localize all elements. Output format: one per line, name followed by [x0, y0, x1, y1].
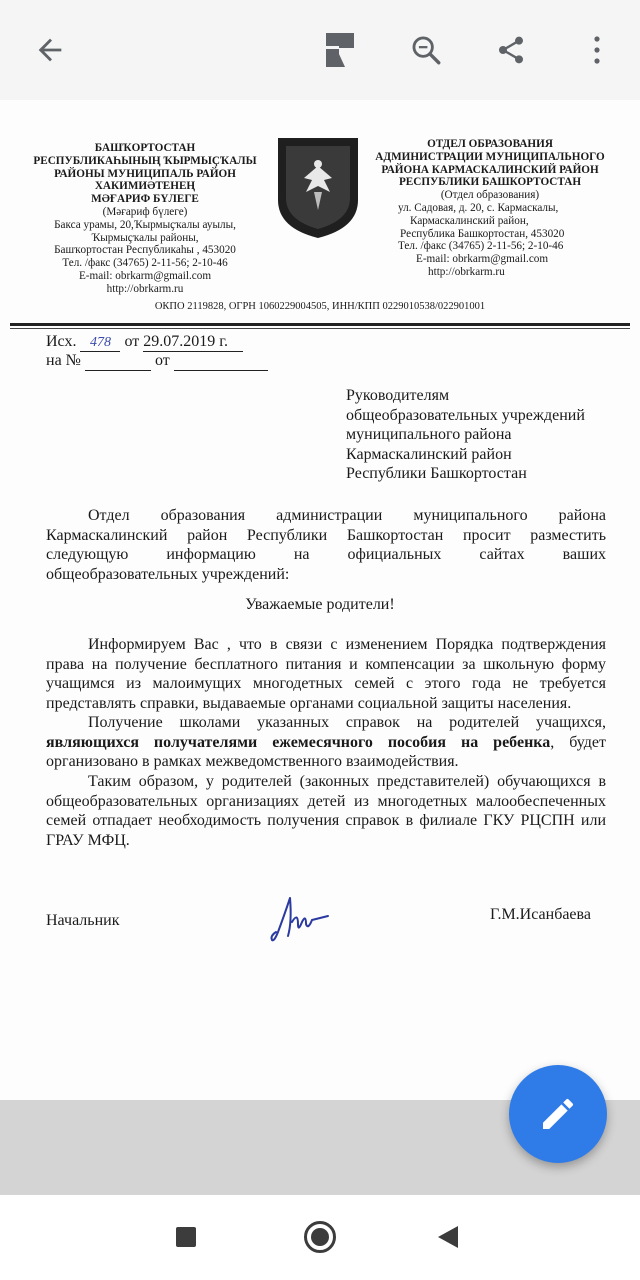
outgoing-from-label: от	[124, 333, 140, 350]
addressee-block	[346, 386, 585, 484]
letterhead-line: РЕСПУБЛИКАҺЫНЫҢ ҠЫРМЫҪҠАЛЫ	[33, 154, 257, 167]
intro-paragraph	[46, 506, 606, 584]
paragraph-2-text-end: , будет организовано в рамках межведомственного взаимодействия.	[46, 733, 606, 770]
incoming-reference	[46, 352, 268, 371]
letterhead-divider	[10, 323, 630, 326]
arrow-left-icon	[33, 33, 67, 67]
coat-of-arms-icon	[276, 136, 360, 240]
addressee-line: муниципального района	[346, 426, 512, 443]
home-button[interactable]	[298, 1215, 342, 1259]
letterhead-divider-thin	[10, 328, 630, 329]
intro-line: следующую информацию на официальных сайтах ваших	[46, 546, 606, 563]
paragraph-2-bold: являющихся получателями ежемесячного пособия на ребенка	[46, 733, 551, 751]
letterhead-line: РЕСПУБЛИКИ БАШКОРТОСТАН	[398, 176, 582, 189]
addressee-line: общеобразовательных учреждений	[346, 406, 585, 424]
letterhead-right-bold	[360, 138, 620, 189]
greeting: Уважаемые родители!	[245, 596, 395, 613]
zoom-search-icon	[409, 33, 443, 67]
share-icon	[495, 34, 527, 66]
letterhead-line: Кармаскалинский район,	[410, 214, 529, 227]
document-pdf-icon	[325, 32, 355, 68]
paragraph-3: Таким образом, у родителей (законных представителей) обучающихся в общеобразовательных организациях детей из многодетных малообеспеченных семей отпадает необходимость получения справок в филиале ГКУ РЦСПН или ГРАУ МФЦ.	[46, 773, 606, 849]
letterhead-line: (Отдел образования)	[440, 189, 540, 202]
letterhead-line: Тел. /факс (34765) 2-11-56; 2-10-46	[398, 240, 564, 253]
letterhead-line: РАЙОНЫ МУНИЦИПАЛЬ РАЙОН	[54, 167, 236, 180]
signatory-role: Начальник	[46, 912, 120, 929]
back-button[interactable]	[28, 28, 72, 72]
letterhead-line: http://obrkarm.ru	[428, 265, 505, 278]
letterhead-bashkir	[20, 142, 270, 296]
letterhead-line: Ҡырмыҫҡалы районы,	[91, 231, 199, 244]
incoming-number-blank	[85, 352, 151, 371]
more-options-button[interactable]	[575, 28, 619, 72]
signatory-name: Г.М.Исанбаева	[490, 906, 591, 923]
more-vert-icon	[593, 35, 601, 65]
outgoing-date: 29.07.2019 г.	[143, 333, 243, 352]
letterhead-line: E-mail: obrkarm@gmail.com	[416, 253, 549, 266]
addressee-line: Кармаскалинский район	[346, 445, 512, 463]
intro-line: Кармаскалинский район Республики Башкортостан просит разместить	[46, 526, 606, 544]
letterhead-line: ул. Садовая, д. 20, с. Кармаскалы,	[398, 201, 559, 214]
paragraph-1: Информируем Вас , что в связи с изменением Порядка подтверждения права на получение бесплатного питания и компенсации за школьную форму учащимся из малоимущих многодетных семей с этого года не требуется представлять справки, выдаваемые органами социальной защиты населения.	[46, 636, 606, 712]
edit-pencil-icon	[538, 1094, 578, 1134]
incoming-date-blank	[174, 352, 268, 371]
letterhead-line: БАШҠОРТОСТАН	[94, 142, 196, 154]
letterhead-line: Бакса урамы, 20,Ҡырмыҫҡалы ауылы,	[54, 218, 236, 231]
app-toolbar	[0, 0, 640, 100]
letterhead-line: E-mail: obrkarm@gmail.com	[78, 269, 212, 282]
triangle-back-icon	[436, 1224, 460, 1250]
letterhead-line: АДМИНИСТРАЦИИ МУНИЦИПАЛЬНОГО	[375, 150, 605, 163]
letterhead-registration: ОКПО 2119828, ОГРН 1060229004505, ИНН/КПП 0229010538/022901001	[154, 301, 486, 312]
letterhead-line: ХАКИМИӘТЕНЕҢ	[94, 180, 196, 193]
system-navigation-bar	[0, 1195, 640, 1280]
letterhead-line: Республика Башкортостан, 453020	[400, 227, 565, 240]
letterhead-line: Тел. /факс (34765) 2-11-56; 2-10-46	[62, 257, 228, 270]
search-button[interactable]	[404, 28, 448, 72]
outgoing-label: Исх.	[46, 333, 77, 350]
incoming-from-label: от	[154, 352, 170, 369]
document-page[interactable]	[0, 100, 640, 1100]
share-button[interactable]	[489, 28, 533, 72]
letterhead-line: МӘҒАРИФ БҮЛЕГЕ	[91, 193, 199, 206]
outgoing-reference	[46, 333, 243, 352]
addressee-line: Руководителям	[346, 387, 450, 404]
letterhead-line: ОТДЕЛ ОБРАЗОВАНИЯ	[427, 138, 553, 150]
square-recents-icon	[175, 1226, 197, 1248]
letterhead-left-bold	[20, 142, 270, 206]
edit-button[interactable]	[509, 1065, 607, 1163]
letterhead-line: http://obrkarm.ru	[106, 282, 184, 295]
outgoing-number: 478	[80, 335, 120, 352]
handwritten-signature	[268, 892, 338, 948]
incoming-label: на №	[46, 352, 81, 369]
recents-button[interactable]	[164, 1215, 208, 1259]
pdf-view-button[interactable]	[318, 28, 362, 72]
letterhead-line: РАЙОНА КАРМАСКАЛИНСКИЙ РАЙОН	[381, 163, 599, 176]
letterhead-russian	[360, 138, 620, 279]
paragraph-2	[46, 713, 606, 772]
addressee-line: Республики Башкортостан	[346, 465, 527, 482]
system-back-button[interactable]	[426, 1215, 470, 1259]
paragraph-2-text: Получение школами указанных справок на родителей учащихся,	[88, 714, 606, 731]
circle-home-icon	[303, 1220, 337, 1254]
intro-line: общеобразовательных учреждений:	[46, 565, 290, 583]
letterhead-line: (Мәғариф бүлеге)	[102, 205, 188, 218]
letterhead-line: Башҡортостан Республикаһы , 453020	[54, 244, 236, 257]
intro-line: Отдел образования администрации муниципального района	[88, 507, 606, 524]
